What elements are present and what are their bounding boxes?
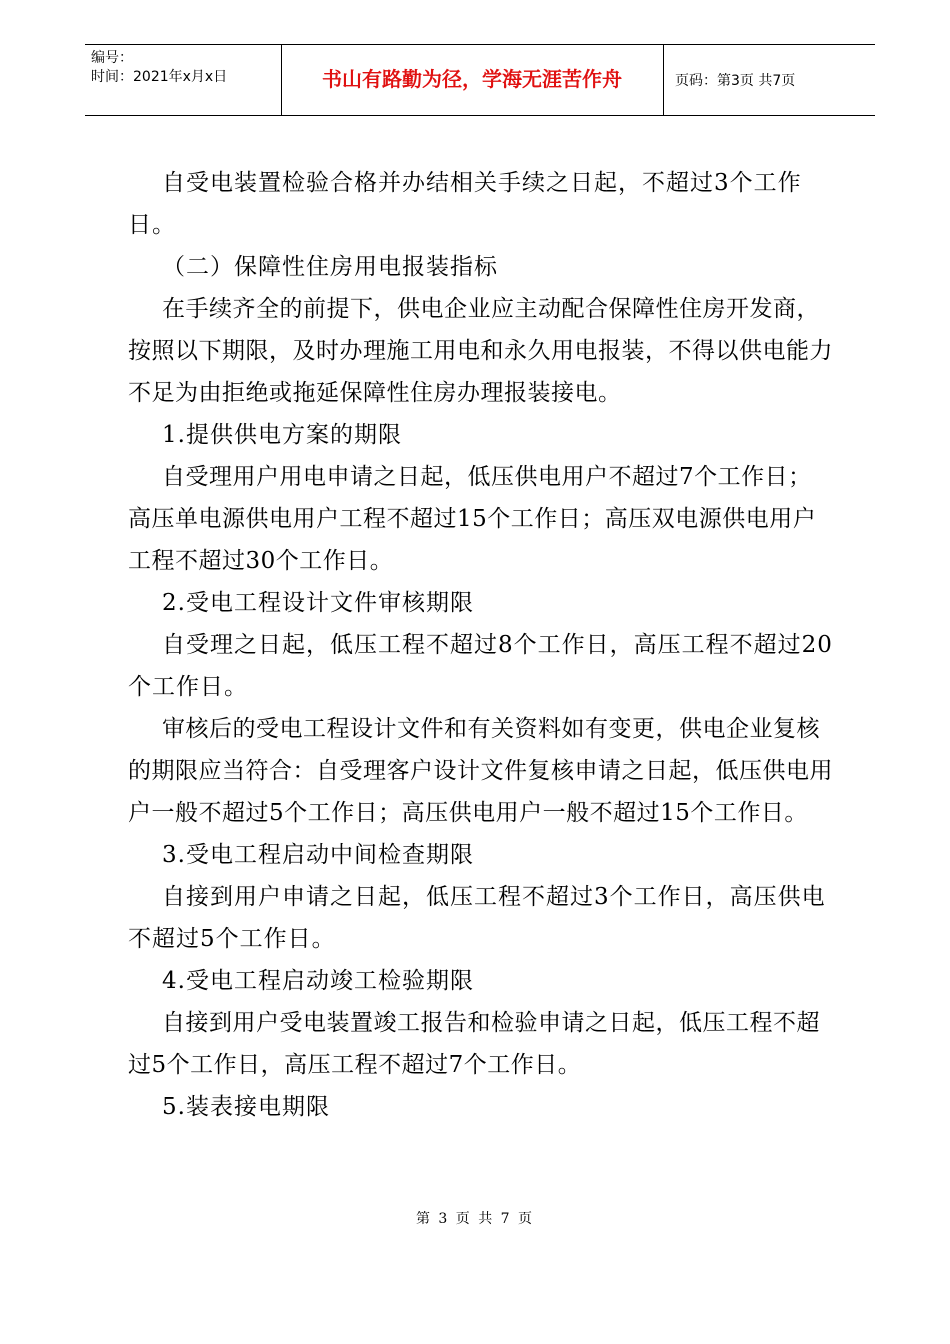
subsection-heading: 1.提供供电方案的期限 — [162, 422, 402, 448]
subsection-heading: 3.受电工程启动中间检查期限 — [162, 842, 474, 868]
body-paragraph: 自接到用户受电装置竣工报告和检验申请之日起，低压工程不超过5个工作日，高压工程不超过7个工作日。 — [128, 1010, 820, 1078]
document-time-label: 时间：2021年x月x日 — [91, 69, 228, 85]
subsection-heading: 2.受电工程设计文件审核期限 — [162, 590, 474, 616]
subsection-heading: 5.装表接电期限 — [162, 1094, 330, 1120]
section-heading: （二）保障性住房用电报装指标 — [162, 254, 498, 280]
header-page-info: 页码：第3页 共7页 — [675, 73, 796, 89]
body-paragraph: 自受理用户用电申请之日起，低压供电用户不超过7个工作日；高压单电源供电用户工程不超过15个工作日；高压双电源供电用户工程不超过30个工作日。 — [128, 464, 817, 574]
header-divider-right — [663, 45, 664, 115]
body-paragraph: 自受电装置检验合格并办结相关手续之日起，不超过3个工作日。 — [128, 170, 802, 238]
body-paragraph: 审核后的受电工程设计文件和有关资料如有变更，供电企业复核的期限应当符合：自受理客户设计文件复核申请之日起，低压供电用户一般不超过5个工作日；高压供电用户一般不超过15个工作日。 — [128, 716, 833, 826]
body-paragraph: 自受理之日起，低压工程不超过8个工作日，高压工程不超过20个工作日。 — [128, 632, 833, 700]
page-header — [85, 44, 875, 116]
subsection-heading: 4.受电工程启动竣工检验期限 — [162, 968, 474, 994]
body-paragraph: 在手续齐全的前提下，供电企业应主动配合保障性住房开发商，按照以下期限，及时办理施工用电和永久用电报装，不得以供电能力不足为由拒绝或拖延保障性住房办理报装接电。 — [128, 296, 833, 406]
page-footer: 第 3 页 共 7 页 — [415, 1211, 535, 1227]
document-number-label: 编号： — [91, 50, 133, 66]
body-paragraph: 自接到用户申请之日起，低压工程不超过3个工作日，高压供电不超过5个工作日。 — [128, 884, 826, 952]
header-meta — [91, 49, 227, 87]
document-body — [128, 162, 834, 1128]
header-motto: 书山有路勤为径，学海无涯苦作舟 — [322, 67, 622, 91]
